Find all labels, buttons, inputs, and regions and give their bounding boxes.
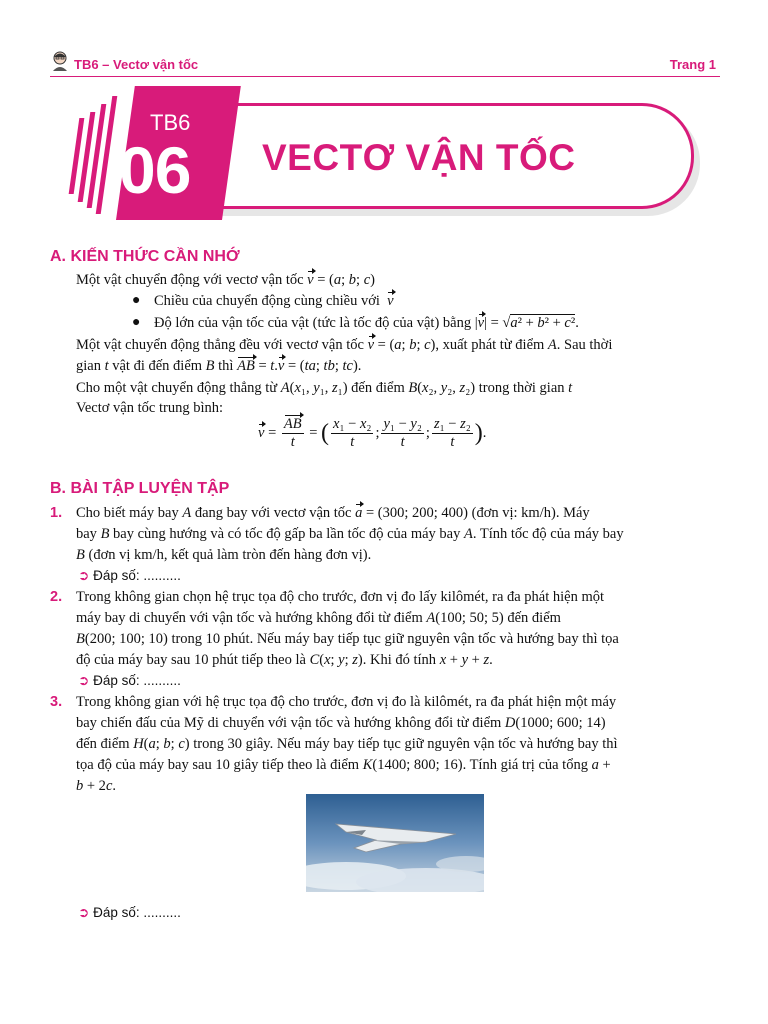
section-a-line-4: Cho một vật chuyển động thẳng từ A(x₁, y₁, z₁) đến điểm B(x₂, y₂, z₂) trong thời gian t [76, 380, 573, 396]
section-a-line-5: Vectơ vận tốc trung bình: [76, 400, 223, 416]
question-3-line-1: Trong không gian với hệ trục tọa độ cho trước, đơn vị đo là kilômét, ra đa phát hiện một máy [76, 694, 617, 710]
plane-image [306, 794, 484, 892]
bullet-dot: ● [132, 293, 141, 308]
question-3-line-2: bay chiến đấu của Mỹ di chuyển với vận tốc và hướng không đổi từ điểm D(1000; 600; 14) [76, 715, 606, 731]
question-2-line-2: máy bay di chuyển với vận tốc và hướng không đổi từ điểm A(100; 50; 5) đến điểm [76, 610, 561, 626]
section-b-heading: B. BÀI TẬP LUYỆN TẬP [50, 480, 230, 497]
answer-line-2: ➲ Đáp số: .......... [78, 673, 181, 688]
answer-line-3: ➲ Đáp số: .......... [78, 905, 181, 920]
question-2-line-1: Trong không gian chọn hệ trục tọa độ cho trước, đơn vị đo lấy kilômét, ra đa phát hiện một [76, 589, 605, 605]
question-1-line-3: B (đơn vị km/h, kết quả làm tròn đến hàng đơn vị). [76, 547, 372, 563]
banner-tag-number: 06 [119, 133, 191, 207]
average-velocity-formula: v = $\frac{AB}{t}$ = ( $\frac{\text{x₁ − x₂}}{t}$ ; $\frac{\text{y₁ − y₂}}{t}$ ; $\frac{\text{z₁ − z₂}}{t}$ ). [258, 416, 487, 450]
section-a-bullet-1: Chiều của chuyển động cùng chiều với v [154, 293, 394, 309]
arrow-icon: ➲ [78, 568, 90, 583]
bullet-dot: ● [132, 315, 141, 330]
header-title: TB6 – Vectơ vận tốc [74, 57, 199, 72]
page-title: VECTƠ VẬN TỐC [262, 137, 576, 178]
question-2-line-3: B(200; 100; 10) trong 10 phút. Nếu máy bay tiếp tục giữ nguyên vận tốc và hướng bay thì tọa [76, 631, 619, 647]
page-number: Trang 1 [669, 57, 716, 72]
section-a-bullet-2: Độ lớn của vận tốc của vật (tức là tốc độ của vật) bằng |v| = √a² + b² + c². [154, 315, 579, 331]
question-number: 1. [50, 505, 63, 521]
section-a-line-1: Một vật chuyển động với vectơ vận tốc v = (a; b; c) [76, 272, 375, 288]
question-3-line-4: tọa độ của máy bay sau 10 giây tiếp theo là điểm K(1400; 800; 16). Tính giá trị của tổng a + [76, 757, 611, 773]
question-3-line-5: b + 2c. [76, 778, 116, 794]
question-number: 2. [50, 589, 63, 605]
arrow-icon: ➲ [78, 673, 90, 688]
question-2-line-4: độ của máy bay sau 10 phút tiếp theo là C(x; y; z). Khi đó tính x + y + z. [76, 652, 493, 668]
header-divider [50, 76, 720, 77]
question-number: 3. [50, 694, 63, 710]
answer-line-1: ➲ Đáp số: .......... [78, 568, 181, 583]
section-a-line-2: Một vật chuyển động thẳng đều với vectơ vận tốc v = (a; b; c), xuất phát từ điểm A. Sau thời [76, 337, 613, 353]
section-a-line-3: gian t vật đi đến điểm B thì AB = t.v = (ta; tb; tc). [76, 358, 362, 374]
question-3-line-3: đến điểm H(a; b; c) trong 30 giây. Nếu máy bay tiếp tục giữ nguyên vận tốc và hướng bay thì [76, 736, 618, 752]
question-1-line-2: bay B bay cùng hướng và có tốc độ gấp ba lần tốc độ của máy bay A. Tính tốc độ của máy bay [76, 526, 624, 542]
author-avatar-icon [50, 50, 70, 72]
banner-tag-small: TB6 [150, 110, 191, 135]
question-1-line-1: Cho biết máy bay A đang bay với vectơ vận tốc a = (300; 200; 400) (đơn vị: km/h). Máy [76, 505, 590, 521]
arrow-icon: ➲ [78, 905, 90, 920]
section-a-heading: A. KIẾN THỨC CẦN NHỚ [50, 248, 240, 265]
